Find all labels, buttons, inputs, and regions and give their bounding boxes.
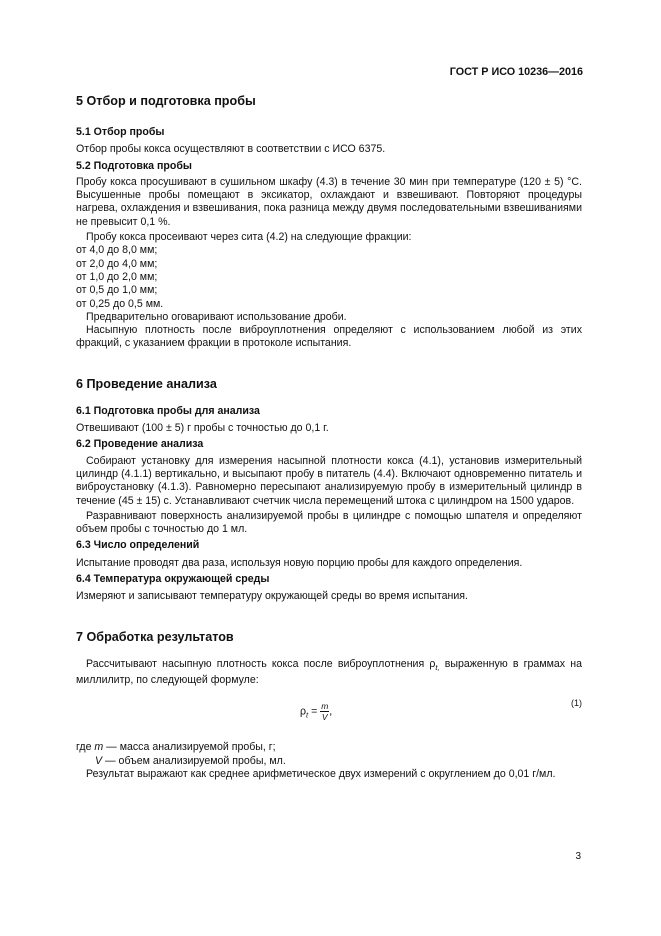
where-v-line [76,755,582,768]
formula-number: (1) [571,698,582,709]
section-5-1-title: 5.1 Отбор пробы [76,126,165,138]
rho-subscript: t, [435,662,440,672]
document-header: ГОСТ Р ИСО 10236—2016 [449,66,583,78]
where-m-line [76,741,582,754]
section-6-title: 6 Проведение анализа [76,376,217,391]
where-m-text: — масса анализируемой пробы, г; [103,741,276,754]
section-6-3-title: 6.3 Число определений [76,539,200,552]
section-7-para-1-b: выраженную в граммах на миллилитр, по следующей формуле: [76,657,582,687]
formula-numerator: m [321,701,329,712]
formula-lhs-subscript: t [306,710,309,720]
section-5-2-para-1: Пробу кокса просушивают в сушильном шкафу (4.3) в течение 30 мин при температуре (120 ± 5) °С. Высушенные пробы помещают в эксикатор, охлаждают и взвешивают. Повторяют процедуры нагрева, охлаждения и взвешивания, пока разница между двумя последовательными взвешиваниями не превысит 0,1 %. [76,175,582,228]
fraction-list [76,244,582,310]
page-number: 3 [575,851,581,862]
section-7-para-1 [76,658,582,688]
fraction-item: от 0,25 до 0,5 мм. [76,297,164,310]
section-5-title: 5 Отбор и подготовка пробы [76,94,256,108]
formula-denominator: V [321,712,328,723]
section-6-3-text: Испытание проводят два раза, используя новую порцию пробы для каждого определения. [76,556,523,569]
section-6-4-title: 6.4 Температура окружающей среды [76,573,270,586]
formula-expression [300,701,332,722]
where-prefix: где [76,741,95,754]
section-5-2-para-2: Пробу кокса просеивают через сита (4.2) на следующие фракции: [86,231,412,244]
formula-equals: = [308,705,321,718]
rho-symbol: ρ [429,657,436,670]
where-v-text: — объем анализируемой пробы, мл. [102,754,286,767]
section-5-2-para-3: Предварительно оговаривают использование дроби. [86,310,347,323]
formula-1 [76,697,582,741]
section-6-2-para-2: Разравнивают поверхность анализируемой пробы в цилиндре с помощью шпателя и определяют объем пробы с точностью до 1 мл. [76,509,582,536]
section-6-1-text: Отвешивают (100 ± 5) г пробы с точностью до 0,1 г. [76,422,329,435]
fraction-item: от 4,0 до 8,0 мм; [76,244,158,257]
result-text: Результат выражают как среднее арифметическое двух измерений с округлением до 0,01 г/мл. [86,767,556,780]
section-7-para-1-a: Рассчитывают насыпную плотность кокса после виброуплотнения [86,657,430,670]
section-6-4-text: Измеряют и записывают температуру окружающей среды во время испытания. [76,590,468,603]
section-6-2-para-1: Собирают установку для измерения насыпной плотности кокса (4.1), установив измерительный цилиндр (4.1.1) вертикально, и высыпают пробу в питатель (4.4). Включают одновременно питатель и виброустановку (4.1.3). Равномерно пересыпают анализируемую пробу в измерительный цилиндр в течение (45 ± 15) с. Устанавливают счетчик числа перемещений штока с цилиндром на 1500 ударов. [76,454,582,507]
formula-fraction [320,701,329,722]
formula-lhs: ρ [300,705,307,718]
formula-tail: , [329,705,333,718]
section-7-title: 7 Обработка результатов [76,629,234,644]
section-5-2-title: 5.2 Подготовка пробы [76,159,192,172]
section-6-2-title: 6.2 Проведение анализа [76,438,204,451]
fraction-item: от 0,5 до 1,0 мм; [76,284,158,297]
section-5-1-text: Отбор пробы кокса осуществляют в соответствии с ИСО 6375. [76,143,386,156]
fraction-item: от 2,0 до 4,0 мм; [76,257,158,270]
section-6-1-title: 6.1 Подготовка пробы для анализа [76,404,260,417]
where-m-symbol: m [94,741,104,754]
section-5-2-para-4: Насыпную плотность после виброуплотнения определяют с использованием любой из этих фракций, с указанием фракции в протоколе испытания. [76,324,582,350]
fraction-item: от 1,0 до 2,0 мм; [76,270,158,283]
document-content [76,94,582,781]
where-v-symbol: V [95,754,103,767]
